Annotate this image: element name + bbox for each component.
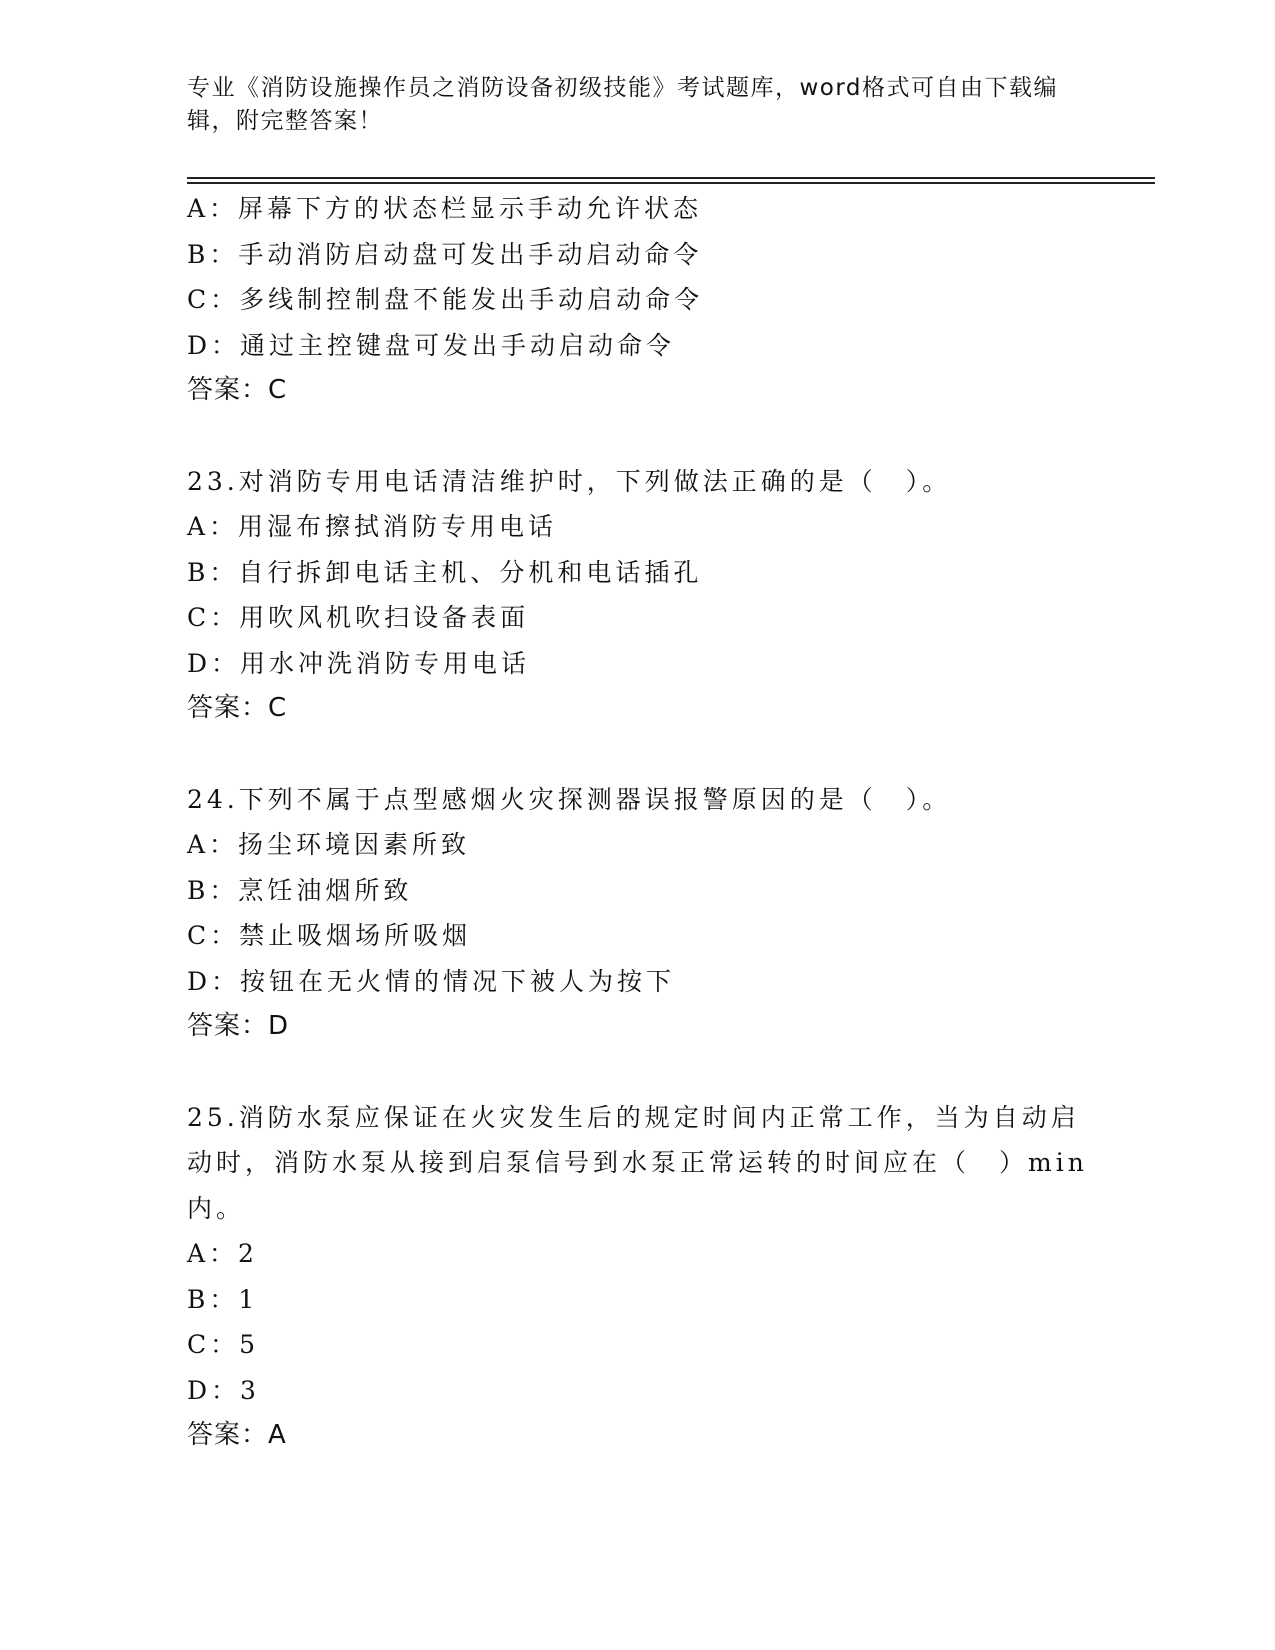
option-d: D：3 bbox=[187, 1375, 260, 1405]
spacer bbox=[187, 414, 1087, 459]
header-line-2: 辑，附完整答案！ bbox=[187, 108, 383, 134]
question-22 bbox=[187, 186, 1087, 414]
document-header bbox=[187, 72, 1087, 138]
question-text: 23.对消防专用电话清洁维护时，下列做法正确的是（ ）。 bbox=[187, 466, 952, 496]
option-b: B：自行拆卸电话主机、分机和电话插孔 bbox=[187, 557, 703, 587]
question-25 bbox=[187, 1095, 1087, 1459]
option-d: D：通过主控键盘可发出手动启动命令 bbox=[187, 330, 676, 360]
option-c: C：用吹风机吹扫设备表面 bbox=[187, 603, 530, 632]
option-a: A：扬尘环境因素所致 bbox=[187, 830, 471, 859]
option-d: D：用水冲洗消防专用电话 bbox=[187, 648, 531, 678]
option-a: A：屏幕下方的状态栏显示手动允许状态 bbox=[187, 194, 703, 223]
header-divider-bottom bbox=[187, 182, 1155, 184]
answer: 答案：C bbox=[187, 693, 288, 723]
question-text-line-3: 内。 bbox=[187, 1193, 246, 1223]
question-23 bbox=[187, 459, 1087, 732]
option-b: B：手动消防启动盘可发出手动启动命令 bbox=[187, 239, 703, 269]
question-24 bbox=[187, 777, 1087, 1050]
option-c: C：5 bbox=[187, 1330, 260, 1359]
header-line-1: 专业《消防设施操作员之消防设备初级技能》考试题库，word格式可自由下载编 bbox=[187, 75, 1059, 101]
option-c: C：禁止吸烟场所吸烟 bbox=[187, 921, 472, 950]
option-c: C：多线制控制盘不能发出手动启动命令 bbox=[187, 285, 704, 314]
question-list bbox=[187, 186, 1087, 1459]
answer: 答案：A bbox=[187, 1420, 287, 1450]
spacer bbox=[187, 732, 1087, 777]
question-text: 24.下列不属于点型感烟火灾探测器误报警原因的是（ ）。 bbox=[187, 784, 952, 814]
option-b: B：烹饪油烟所致 bbox=[187, 875, 413, 905]
option-b: B：1 bbox=[187, 1284, 259, 1314]
answer: 答案：C bbox=[187, 375, 288, 405]
spacer bbox=[187, 1050, 1087, 1095]
question-text-line-2: 动时，消防水泵从接到启泵信号到水泵正常运转的时间应在（ ）min bbox=[187, 1148, 1088, 1177]
option-a: A：用湿布擦拭消防专用电话 bbox=[187, 512, 558, 541]
question-text-line-1: 25.消防水泵应保证在火灾发生后的规定时间内正常工作，当为自动启 bbox=[187, 1102, 1080, 1132]
option-d: D：按钮在无火情的情况下被人为按下 bbox=[187, 966, 676, 996]
option-a: A：2 bbox=[187, 1239, 258, 1268]
answer: 答案：D bbox=[187, 1011, 290, 1041]
header-divider-top bbox=[187, 177, 1155, 179]
